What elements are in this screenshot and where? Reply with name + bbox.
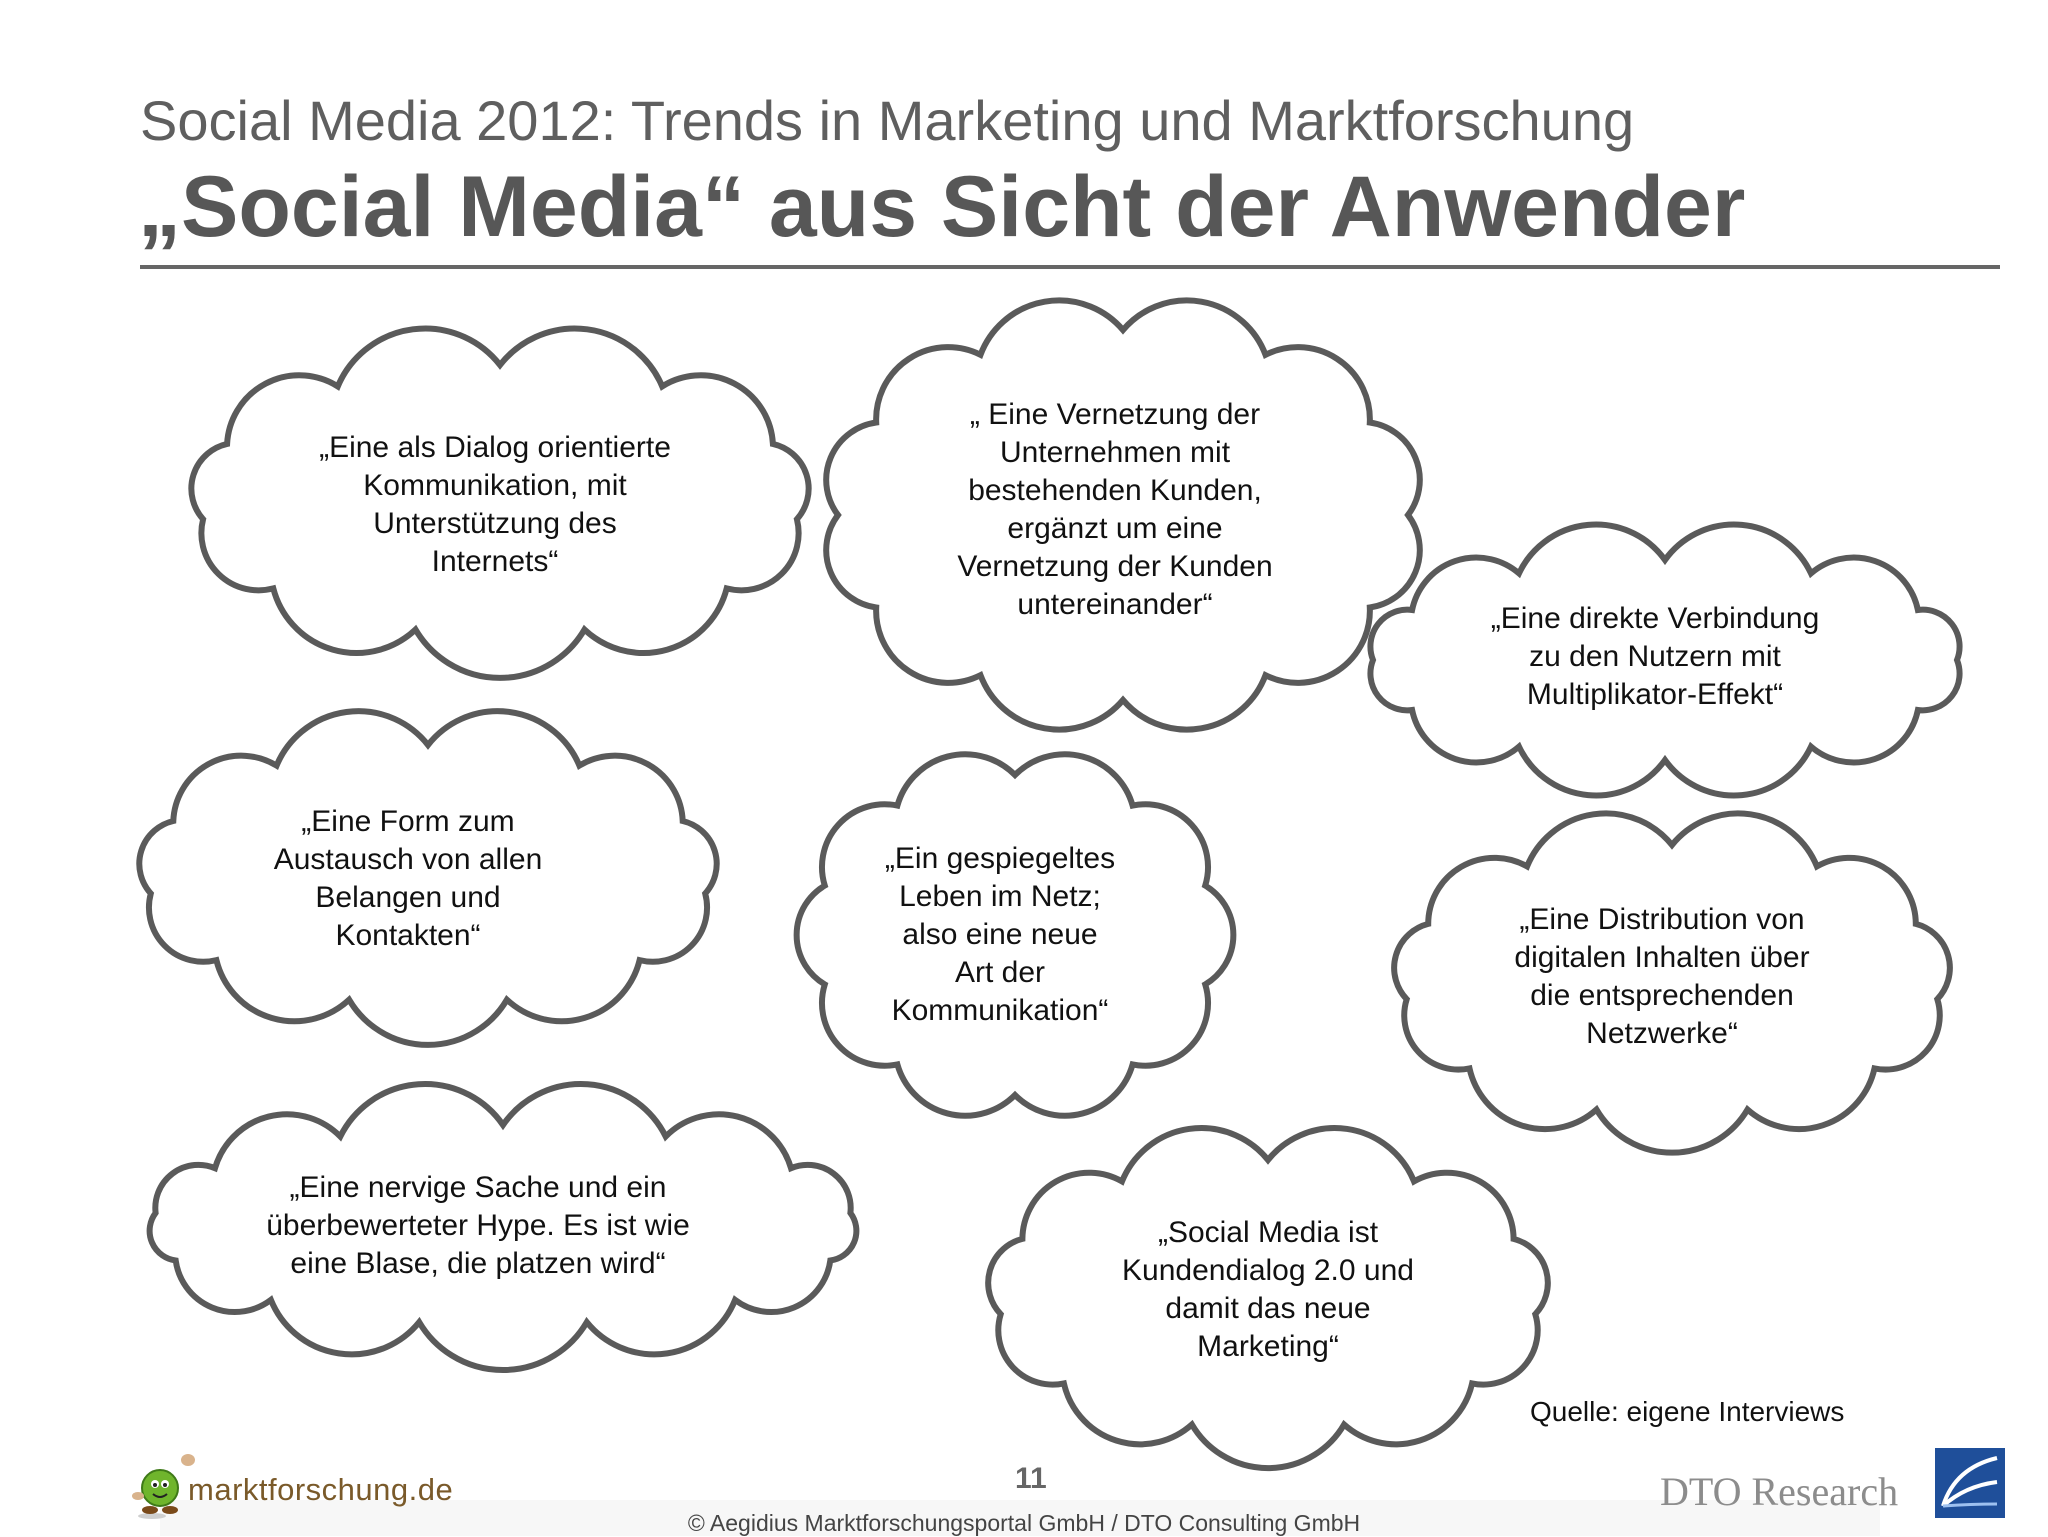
quote-cloud-8 <box>1122 1214 1414 1366</box>
quote-line: Kommunikation, mit <box>363 469 627 502</box>
slide-title: „Social Media“ aus Sicht der Anwender <box>138 159 1746 255</box>
quote-line: digitalen Inhalten über <box>1514 941 1810 974</box>
quote-line: Marketing“ <box>1197 1330 1339 1363</box>
quote-line: Art der <box>954 956 1046 989</box>
quote-line: eine Blase, die platzen wird“ <box>290 1247 666 1280</box>
quote-cloud-7 <box>266 1169 690 1283</box>
marktforschung-logo <box>130 1450 470 1520</box>
quote-line: „ Eine Vernetzung der <box>969 398 1261 431</box>
quote-line: Kontakten“ <box>335 919 481 952</box>
copyright-notice: © Aegidius Marktforschungsportal GmbH / DTO Consulting GmbH <box>687 1510 1361 1536</box>
quote-cloud-2 <box>957 396 1272 624</box>
quote-cloud-4 <box>274 803 543 955</box>
quote-line: Kundendialog 2.0 und <box>1122 1254 1414 1287</box>
slide-subtitle: Social Media 2012: Trends in Marketing und Marktforschung <box>140 89 1635 152</box>
quote-cloud-5 <box>885 840 1115 1030</box>
quote-line: Netzwerke“ <box>1586 1017 1738 1050</box>
dto-logo-icon <box>1935 1448 2005 1518</box>
quote-line: Unterstützung des <box>373 507 617 540</box>
quote-line: „Eine Form zum <box>301 805 515 838</box>
quote-line: „Social Media ist <box>1157 1216 1379 1249</box>
quote-line: Kommunikation“ <box>891 994 1109 1027</box>
quote-line: zu den Nutzern mit <box>1529 640 1781 673</box>
quote-line: Vernetzung der Kunden <box>957 550 1273 583</box>
quote-line: „Eine nervige Sache und ein <box>289 1171 667 1204</box>
quote-line: „Eine Distribution von <box>1519 903 1805 936</box>
quote-line: die entsprechenden <box>1530 979 1794 1012</box>
quote-cloud-6 <box>1514 901 1809 1053</box>
quote-line: „Eine als Dialog orientierte <box>319 431 671 464</box>
quote-line: ergänzt um eine <box>1007 512 1223 545</box>
quote-line: damit das neue <box>1165 1292 1371 1325</box>
quote-line: untereinander“ <box>1017 588 1213 621</box>
quote-line: Internets“ <box>431 545 559 578</box>
quote-line: Multiplikator-Effekt“ <box>1526 678 1784 711</box>
quote-line: Belangen und <box>315 881 501 914</box>
quote-line: „Ein gespiegeltes <box>884 842 1116 875</box>
quote-line: „Eine direkte Verbindung <box>1490 602 1820 635</box>
logo-left-text: marktforschung.de <box>188 1472 454 1507</box>
quote-line: überbewerteter Hype. Es ist wie <box>266 1209 690 1242</box>
dto-research-logo-text: DTO Research <box>1660 1469 1899 1514</box>
quote-line: also eine neue <box>902 918 1098 951</box>
page-number: 11 <box>1015 1462 1047 1495</box>
source-note: Quelle: eigene Interviews <box>1530 1396 1845 1427</box>
quote-line: Austausch von allen <box>273 843 543 876</box>
quote-line: Unternehmen mit <box>999 436 1231 469</box>
quote-cloud-3 <box>1491 600 1820 714</box>
quote-line: Leben im Netz; <box>899 880 1101 913</box>
quote-line: bestehenden Kunden, <box>968 474 1262 507</box>
quote-cloud-1 <box>319 429 671 581</box>
